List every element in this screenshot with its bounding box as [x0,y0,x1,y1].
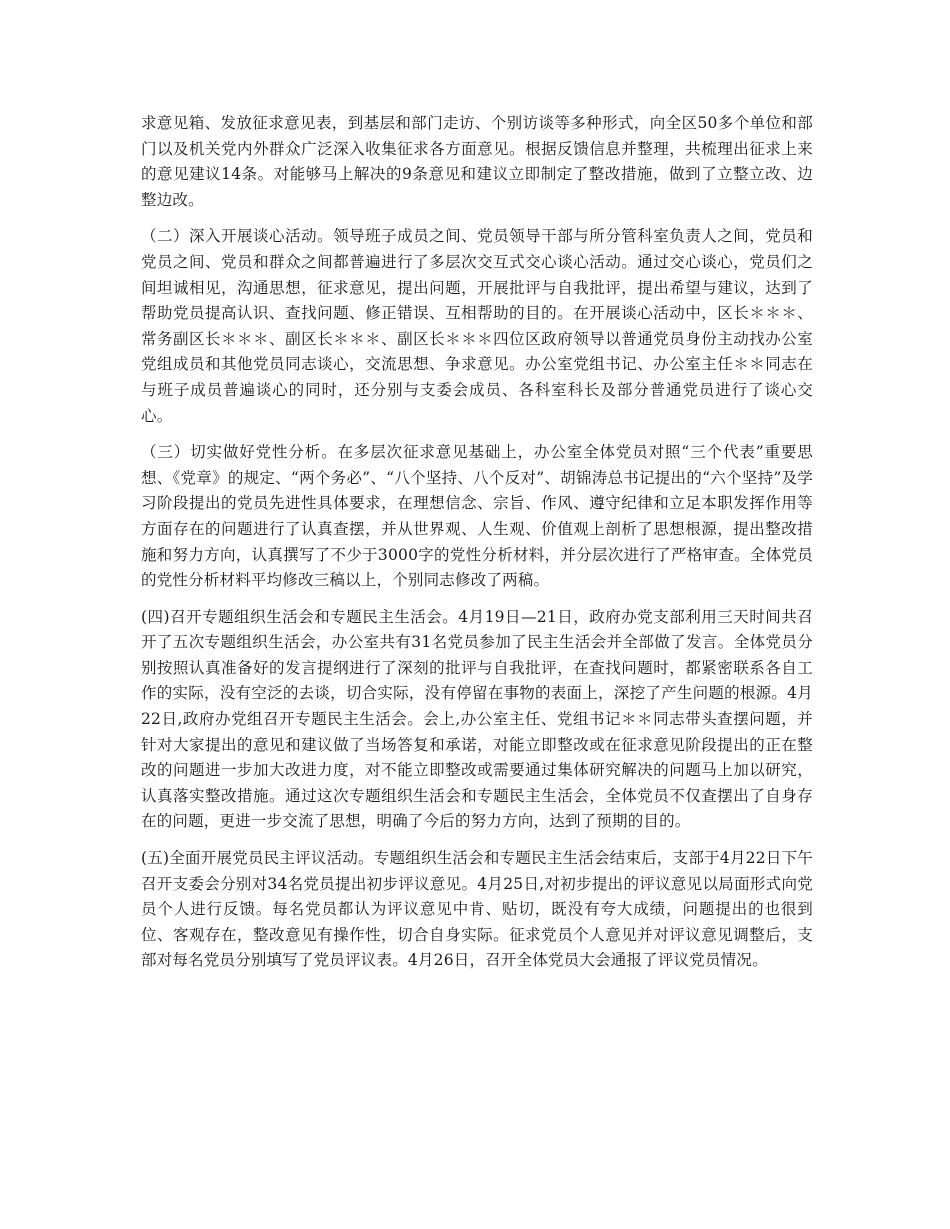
paragraph-special-meetings: (四)召开专题组织生活会和专题民主生活会。4月19日—21日，政府办党支部利用三天时间共召开了五次专题组织生活会，办公室共有31名党员参加了民主生活会并全部做了发言。全体党员分别按照认真准备好的发言提纲进行了深刻的批评与自我批评，在查找问题时，都紧密联系各自工作的实际，没有空泛的去谈，切合实际，没有停留在事物的表面上，深挖了产生问题的根源。4月22日,政府办党组召开专题民主生活会。会上,办公室主任、党组书记＊＊同志带头查摆问题，并针对大家提出的意见和建议做了当场答复和承诺，对能立即整改或在征求意见阶段提出的正在整改的问题进一步加大改进力度，对不能立即整改或需要通过集体研究解决的问题马上加以研究，认真落实整改措施。通过这次专题组织生活会和专题民主生活会，全体党员不仅查摆出了自身存在的问题，更进一步交流了思想，明确了今后的努力方向，达到了预期的目的。 [141,607,813,831]
paragraph-opinion-collection: 求意见箱、发放征求意见表，到基层和部门走访、个别访谈等多种形式，向全区50多个单位和部门以及机关党内外群众广泛深入收集征求各方面意见。根据反馈信息并整理，共梳理出征求上来的意见建议14条。对能够马上解决的9条意见和建议立即制定了整改措施，做到了立整立改、边整边改。 [141,114,813,209]
document-page [141,111,813,985]
paragraph-democratic-evaluation: (五)全面开展党员民主评议活动。专题组织生活会和专题民主生活会结束后，支部于4月22日下午召开支委会分别对34名党员提出初步评议意见。4月25日,对初步提出的评议意见以局面形式向党员个人进行反馈。每名党员都认为评议意见中肯、贴切，既没有夸大成绩，问题提出的也很到位、客观存在，整改意见有操作性，切合自身实际。征求党员个人意见并对评议意见调整后，支部对每名党员分别填写了党员评议表。4月26日，召开全体党员大会通报了评议党员情况。 [141,849,813,970]
paragraph-party-spirit-analysis: （三）切实做好党性分析。在多层次征求意见基础上，办公室全体党员对照“三个代表”重要思想、《党章》的规定、“两个务必”、“八个坚持、八个反对”、胡锦涛总书记提出的“六个坚持”及学习阶段提出的党员先进性具体要求，在理想信念、宗旨、作风、遵守纪律和立足本职发挥作用等方面存在的问题进行了认真查摆，并从世界观、人生观、价值观上剖析了思想根源，提出整改措施和努力方向，认真撰写了不少于3000字的党性分析材料，并分层次进行了严格审查。全体党员的党性分析材料平均修改三稿以上，个别同志修改了两稿。 [141,443,813,590]
paragraph-heart-to-heart-talks: （二）深入开展谈心活动。领导班子成员之间、党员领导干部与所分管科室负责人之间，党员和党员之间、党员和群众之间都普遍进行了多层次交互式交心谈心活动。通过交心谈心，党员们之间坦诚相见，沟通思想，征求意见，提出问题，开展批评与自我批评，提出希望与建议，达到了帮助党员提高认识、查找问题、修正错误、互相帮助的目的。在开展谈心活动中，区长＊＊＊、常务副区长＊＊＊、副区长＊＊＊、副区长＊＊＊四位区政府领导以普通党员身份主动找办公室党组成员和其他党员同志谈心，交流思想、争求意见。办公室党组书记、办公室主任＊＊同志在与班子成员普遍谈心的同时，还分别与支委会成员、各科室科长及部分普通党员进行了谈心交心。 [141,227,813,425]
